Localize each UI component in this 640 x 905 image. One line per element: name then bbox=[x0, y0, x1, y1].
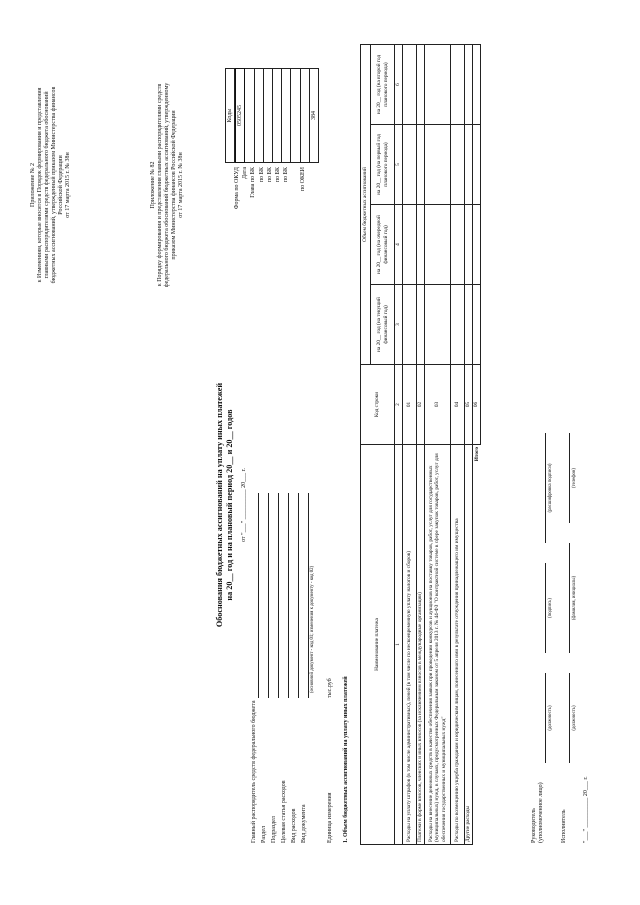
row-name: Расходы по возмещению ущерба гражданам и юридическим лицам, понесенного ими в результате отчуждения принадлежащего им имущества bbox=[451, 445, 465, 845]
section-1-title: 1. Объем бюджетных ассигнований на уплату иных платежей bbox=[343, 676, 349, 843]
appendix-2-title: Приложение № 2 bbox=[30, 163, 36, 207]
executor-name-line[interactable] bbox=[569, 543, 570, 653]
table-row bbox=[425, 45, 451, 845]
executor-name-caption: (фамилия, инициалы) bbox=[572, 575, 577, 621]
col-header-year-2: на 20__ год (на первый год планового периода) bbox=[371, 125, 395, 205]
unit-row bbox=[326, 423, 336, 843]
appendix-82-line: от 17 марта 2015 г. № 38н bbox=[178, 152, 184, 218]
appendix-2-line: от 17 марта 2015 г. № 38н bbox=[65, 152, 71, 218]
table-row bbox=[465, 45, 473, 845]
document-title bbox=[215, 225, 248, 785]
head-position-line[interactable] bbox=[545, 673, 546, 763]
row-name: Расходы на уплату штрафов (в том числе административных), пеней (в том числе по несвоевременную уплату налогов и сборов) bbox=[403, 445, 417, 845]
total-code: 06 bbox=[473, 365, 481, 445]
row-code: 04 bbox=[451, 365, 465, 445]
executor-position-caption: (должность) bbox=[572, 705, 577, 731]
cell-value[interactable] bbox=[403, 285, 417, 365]
title-date: от "___" __________ 20___ г. bbox=[241, 468, 247, 542]
col-number: 3 bbox=[395, 285, 403, 365]
cell-value[interactable] bbox=[417, 45, 425, 125]
cell-value[interactable] bbox=[417, 285, 425, 365]
field-label: Целевая статья расходов bbox=[281, 780, 287, 843]
row-code: 01 bbox=[403, 365, 417, 445]
codes-labels bbox=[233, 167, 307, 275]
codes-box bbox=[225, 68, 319, 163]
field-underline[interactable] bbox=[288, 493, 289, 698]
doc-type-caption: (основной документ - код 01; изменения к документу - код 02) bbox=[310, 565, 315, 693]
appendix-2-line: бюджетных ассигнований, утвержденный приказом Министерства финансов bbox=[51, 86, 57, 284]
code-label: Дата bbox=[242, 167, 249, 179]
field-label: Раздел bbox=[261, 826, 267, 843]
field-underline[interactable] bbox=[308, 493, 309, 698]
cell-value[interactable] bbox=[425, 205, 451, 285]
col-header-group: Объем бюджетных ассигнований bbox=[361, 45, 371, 365]
row-name: Расходы на внесение денежных средств в качестве обеспечения заявок при проведении конкурсов и аукционов на поставку товаров, работ, услуг для государственных (муниципальных) нужд, в случаях, предусмотренных Федеральным законом от 5 апреля 2013 г. № 44-ФЗ "О контрактной системе в сфере закупок товаров, работ, услуг для обеспечения государственных и муниципальных нужд" bbox=[425, 445, 451, 845]
appendix-82-title: Приложение № 82 bbox=[150, 161, 156, 209]
cell-value[interactable] bbox=[451, 285, 465, 365]
field-row bbox=[300, 423, 310, 843]
cell-value[interactable] bbox=[465, 205, 473, 285]
code-label: по БК bbox=[266, 167, 273, 183]
cell-value[interactable] bbox=[417, 125, 425, 205]
code-label: Глава по БК bbox=[250, 167, 257, 198]
code-bk-value[interactable] bbox=[264, 68, 273, 163]
field-underline[interactable] bbox=[278, 493, 279, 698]
cell-value[interactable] bbox=[465, 45, 473, 125]
cell-value[interactable] bbox=[473, 45, 481, 125]
head-signature-line[interactable] bbox=[545, 563, 546, 653]
field-underline[interactable] bbox=[298, 493, 299, 698]
row-code: 02 bbox=[417, 365, 425, 445]
field-row bbox=[260, 423, 270, 843]
code-okud-value[interactable]: 0505245 bbox=[235, 68, 245, 163]
cell-value[interactable] bbox=[451, 205, 465, 285]
appendix-82-line: федерального бюджета обоснований бюджетных ассигнований, утвержденному bbox=[164, 82, 170, 288]
field-row bbox=[250, 423, 260, 843]
head-signature-caption: (подпись) bbox=[548, 598, 553, 618]
executor-signature-row bbox=[557, 283, 583, 843]
col-header-year-0: на 20__ год (на текущий финансовый год) bbox=[371, 285, 395, 365]
cell-value[interactable] bbox=[417, 205, 425, 285]
executor-position-line[interactable] bbox=[569, 673, 570, 763]
head-decode-line[interactable] bbox=[545, 433, 546, 543]
code-label: Форма по ОКУД bbox=[234, 167, 240, 210]
row-code: 05 bbox=[465, 365, 473, 445]
field-row bbox=[290, 423, 300, 843]
code-date-value[interactable] bbox=[245, 68, 254, 163]
payments-table bbox=[360, 44, 481, 845]
head-label: Руководитель bbox=[531, 808, 537, 843]
code-okei-value[interactable]: 384 bbox=[310, 68, 319, 163]
codes-header: Коды bbox=[225, 68, 235, 163]
executor-label: Исполнитель bbox=[561, 809, 567, 843]
col-header-code: Код строки bbox=[361, 365, 395, 445]
code-doc-value[interactable] bbox=[301, 68, 310, 163]
cell-value[interactable] bbox=[473, 205, 481, 285]
cell-value[interactable] bbox=[451, 45, 465, 125]
field-label: Вид расходов bbox=[291, 808, 297, 843]
code-label: по БК bbox=[258, 167, 265, 183]
total-label: Итого bbox=[473, 447, 480, 462]
col-number: 1 bbox=[395, 445, 403, 845]
row-name: Платежи в форме взносов, членских и иных взносов (за исключением взносов в международные организации) bbox=[417, 445, 425, 845]
col-header-year-1: на 20__ год (на очередной финансовый год) bbox=[371, 205, 395, 285]
cell-value[interactable] bbox=[473, 125, 481, 205]
code-label bbox=[290, 167, 298, 275]
code-label: по БК bbox=[274, 167, 281, 183]
appendix-2-line: главными распорядителями средств федерального бюджета обоснований bbox=[44, 91, 50, 279]
table-row bbox=[417, 45, 425, 845]
code-chapter-value[interactable] bbox=[255, 68, 264, 163]
row-name: Другие расходы bbox=[465, 445, 473, 845]
field-label: Главный распорядитель средств федерального бюджета bbox=[251, 700, 257, 843]
section-1-row bbox=[342, 423, 352, 843]
table-row bbox=[451, 45, 465, 845]
appendix-82-header bbox=[150, 25, 185, 345]
cell-value[interactable] bbox=[465, 125, 473, 205]
cell-value[interactable] bbox=[425, 285, 451, 365]
cell-value[interactable] bbox=[425, 125, 451, 205]
field-label: Вид документа bbox=[301, 804, 307, 843]
code-label: по БК bbox=[283, 167, 290, 183]
code-label: по ОКЕИ bbox=[299, 167, 306, 192]
head-position-caption: (должность) bbox=[548, 705, 553, 731]
row-code: 03 bbox=[425, 365, 451, 445]
col-number: 2 bbox=[395, 365, 403, 445]
unit-label: Единица измерения bbox=[327, 792, 333, 843]
signature-date[interactable]: "___" __________ 20___ г. bbox=[583, 776, 589, 843]
col-header-year-3: на 20__ год (на второй год планового периода) bbox=[371, 45, 395, 125]
field-label: Подраздел bbox=[271, 816, 277, 843]
field-underline[interactable] bbox=[258, 493, 259, 698]
appendix-2-line: Российской Федерации bbox=[58, 155, 64, 215]
cell-value[interactable] bbox=[473, 285, 481, 365]
executor-phone-line[interactable] bbox=[569, 433, 570, 523]
appendix-82-line: к Порядку формирования и представления главными распорядителями средств bbox=[157, 83, 163, 287]
field-row bbox=[270, 423, 280, 843]
cell-value[interactable] bbox=[403, 45, 417, 125]
head-decode-caption: (расшифровка подписи) bbox=[548, 463, 553, 513]
cell-value[interactable] bbox=[425, 45, 451, 125]
code-bk-value[interactable] bbox=[282, 68, 291, 163]
appendix-2-header bbox=[30, 25, 72, 345]
cell-value[interactable] bbox=[403, 205, 417, 285]
head-sublabel: (уполномоченное лицо) bbox=[538, 782, 544, 843]
appendix-2-line: к Изменениям, которые вносятся в Порядок формирования и представления bbox=[37, 87, 43, 283]
col-number: 5 bbox=[395, 125, 403, 205]
code-bk-value[interactable] bbox=[291, 68, 300, 163]
col-number: 4 bbox=[395, 205, 403, 285]
code-bk-value[interactable] bbox=[273, 68, 282, 163]
head-signature-row bbox=[527, 283, 557, 843]
col-number: 6 bbox=[395, 45, 403, 125]
col-header-name: Наименование платежа bbox=[361, 445, 395, 845]
title-line-1: Обоснования бюджетных ассигнований на уплату иных платежей bbox=[215, 382, 224, 628]
executor-phone-caption: (телефон) bbox=[572, 467, 577, 489]
form-fields bbox=[250, 423, 352, 843]
table-row bbox=[403, 45, 417, 845]
title-line-2: на 20__ год и на плановый период 20__ и 20__ годов bbox=[225, 409, 234, 601]
signature-block bbox=[527, 283, 593, 843]
field-underline[interactable] bbox=[268, 493, 269, 698]
table-total-row bbox=[473, 45, 481, 845]
cell-value[interactable] bbox=[451, 125, 465, 205]
date-row bbox=[583, 283, 593, 843]
unit-value: тыс.руб bbox=[327, 678, 333, 698]
field-row bbox=[280, 423, 290, 843]
appendix-82-line: приказом Министерства финансов Российской Федерации bbox=[171, 110, 177, 260]
cell-value[interactable] bbox=[403, 125, 417, 205]
cell-value[interactable] bbox=[465, 285, 473, 365]
